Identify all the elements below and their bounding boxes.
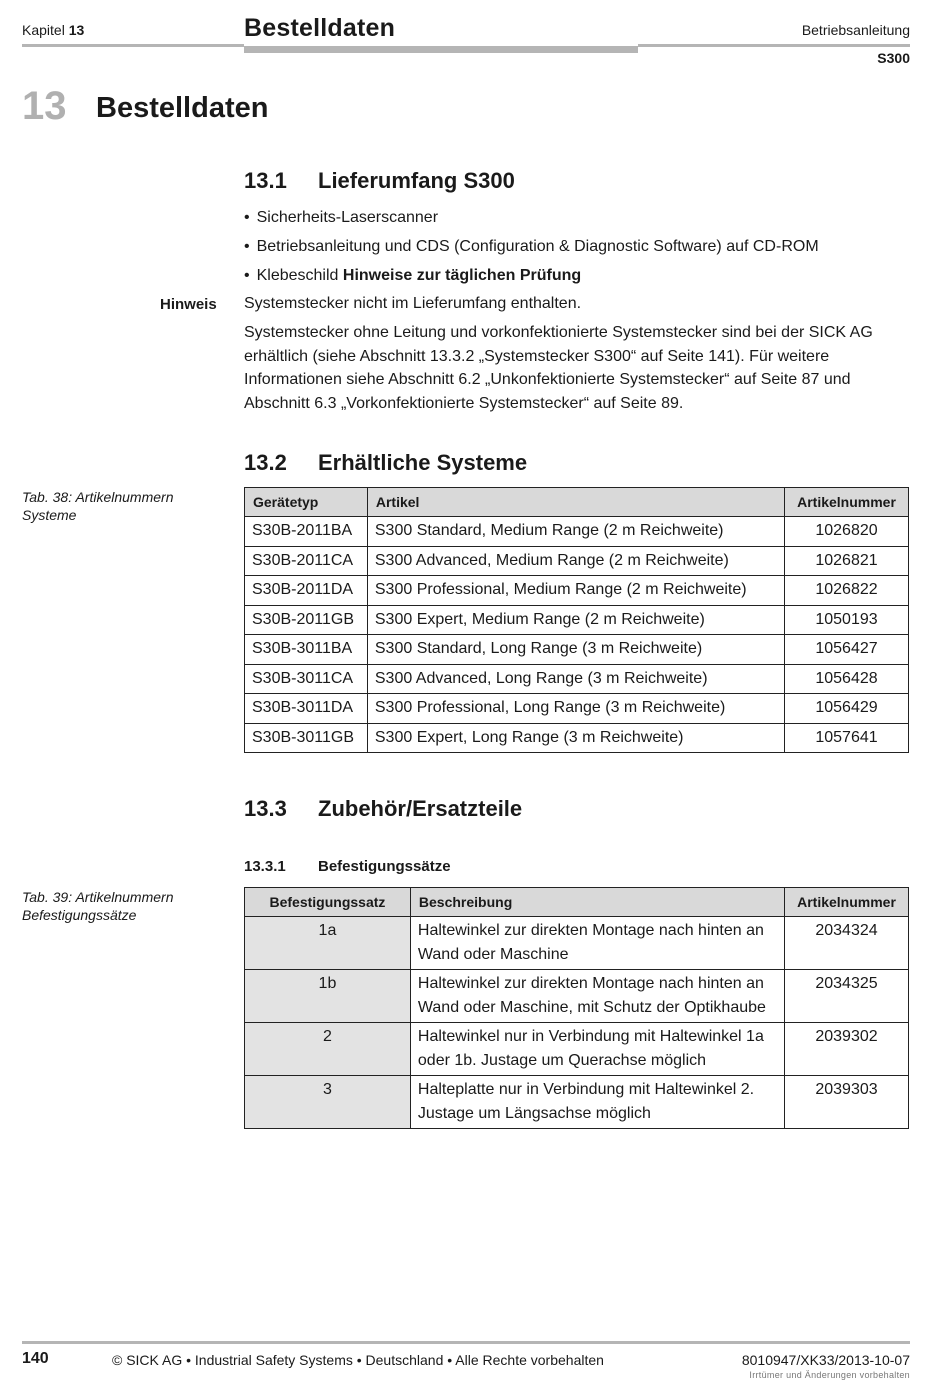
mounting-kits-table: [244, 887, 909, 1129]
article-cell: S300 Expert, Long Range (3 m Reichweite): [367, 723, 784, 753]
list-item: • Sicherheits-Laserscanner: [244, 207, 819, 236]
article-cell: S300 Advanced, Medium Range (2 m Reichweite): [367, 546, 784, 576]
note-label: Hinweis: [160, 296, 217, 313]
footer-doc-id: 8010947/XK33/2013-10-07: [741, 1352, 910, 1368]
kit-cell: 2: [245, 1023, 411, 1076]
table-row: [245, 1076, 909, 1129]
article-number-cell: 1050193: [785, 605, 909, 635]
footer-disclaimer: Irrtümer und Änderungen vorbehalten: [749, 1370, 910, 1380]
column-header: Artikelnummer: [785, 888, 909, 917]
description-cell: Haltewinkel zur direkten Montage nach hinten an Wand oder Maschine, mit Schutz der Optikhaube: [410, 970, 784, 1023]
article-number-cell: 1057641: [785, 723, 909, 753]
paragraph: Systemstecker ohne Leitung und vorkonfektionierte Systemstecker sind bei der SICK AG erhältlich (siehe Abschnitt 13.3.2 „Systemstecker S300“ auf Seite 141). Für weitere Informationen siehe Abschnitt 6.2 „Unkonfektionierte Systemstecker“ auf Seite 87 und Abschnitt 6.3 „Vorkonfektionierte Systemstecker“ auf Seite 89.: [244, 324, 873, 412]
device-type-cell: S30B-3011DA: [245, 694, 368, 724]
article-number-cell: 1056427: [785, 635, 909, 665]
device-type-cell: S30B-3011GB: [245, 723, 368, 753]
table-header-row: [245, 888, 909, 917]
footer-copyright: © SICK AG • Industrial Safety Systems • Deutschland • Alle Rechte vorbehalten: [112, 1352, 604, 1368]
chapter-title: Bestelldaten: [96, 92, 269, 124]
description-cell: Halteplatte nur in Verbindung mit Haltewinkel 2. Justage um Längsachse möglich: [410, 1076, 784, 1129]
section-title: Erhältliche Systeme: [318, 450, 528, 475]
article-cell: S300 Professional, Long Range (3 m Reichweite): [367, 694, 784, 724]
article-number-cell: 2034325: [785, 970, 909, 1023]
table-row: [245, 576, 909, 606]
table-row: [245, 723, 909, 753]
table-row: [245, 970, 909, 1023]
section-title: Zubehör/Ersatzteile: [318, 796, 523, 821]
article-number-cell: 2034324: [785, 917, 909, 970]
table-row: [245, 546, 909, 576]
column-header: Artikelnummer: [785, 488, 909, 517]
table-row: [245, 664, 909, 694]
device-type-cell: S30B-2011BA: [245, 517, 368, 547]
article-number-cell: 1026821: [785, 546, 909, 576]
device-type-cell: S30B-2011GB: [245, 605, 368, 635]
note-text: Systemstecker nicht im Lieferumfang enthalten.: [244, 295, 582, 312]
article-number-cell: 2039303: [785, 1076, 909, 1129]
header-chapter: [22, 22, 84, 38]
table-row: [245, 517, 909, 547]
subsection-number: 13.3.1: [244, 858, 286, 875]
table-row: [245, 917, 909, 970]
section-heading-13-3: [244, 796, 522, 822]
section-heading-13-2: [244, 450, 527, 476]
column-header: Befestigungssatz: [245, 888, 411, 917]
article-number-cell: 2039302: [785, 1023, 909, 1076]
section-title: Lieferumfang S300: [318, 168, 515, 193]
subsection-title: Befestigungssätze: [318, 858, 451, 875]
header-product: S300: [877, 50, 910, 66]
column-header: Artikel: [367, 488, 784, 517]
article-number-cell: 1056429: [785, 694, 909, 724]
table-caption: Tab. 38: Artikelnummern Systeme: [22, 489, 174, 523]
page-number: 140: [22, 1350, 49, 1367]
section-number: 13.2: [244, 450, 287, 475]
device-type-cell: S30B-2011CA: [245, 546, 368, 576]
list-item: • Betriebsanleitung und CDS (Configuration & Diagnostic Software) auf CD-ROM: [244, 236, 819, 265]
article-number-cell: 1026822: [785, 576, 909, 606]
table-row: [245, 605, 909, 635]
article-number-cell: 1026820: [785, 517, 909, 547]
header-rule-middle: [244, 46, 638, 53]
article-cell: S300 Professional, Medium Range (2 m Reichweite): [367, 576, 784, 606]
kit-cell: 1b: [245, 970, 411, 1023]
chapter-number: 13: [22, 84, 67, 128]
article-cell: S300 Standard, Long Range (3 m Reichweite): [367, 635, 784, 665]
article-cell: S300 Advanced, Long Range (3 m Reichweite): [367, 664, 784, 694]
systems-table: [244, 487, 909, 753]
kit-cell: 1a: [245, 917, 411, 970]
list-item: • Klebeschild Hinweise zur täglichen Prüfung: [244, 265, 819, 294]
table-caption: Tab. 39: Artikelnummern Befestigungssätze: [22, 889, 174, 923]
description-cell: Haltewinkel zur direkten Montage nach hinten an Wand oder Maschine: [410, 917, 784, 970]
table-row: [245, 635, 909, 665]
section-number: 13.3: [244, 796, 287, 821]
header-chapter-number: 13: [68, 22, 85, 38]
table-row: [245, 694, 909, 724]
device-type-cell: S30B-3011CA: [245, 664, 368, 694]
subsection-heading-13-3-1: [244, 858, 451, 875]
device-type-cell: S30B-3011BA: [245, 635, 368, 665]
column-header: Gerätetyp: [245, 488, 368, 517]
description-cell: Haltewinkel nur in Verbindung mit Haltewinkel 1a oder 1b. Justage um Querachse möglich: [410, 1023, 784, 1076]
section-number: 13.1: [244, 168, 287, 193]
article-cell: S300 Expert, Medium Range (2 m Reichweite): [367, 605, 784, 635]
delivery-list: [244, 207, 819, 294]
section-heading-13-1: [244, 168, 515, 194]
device-type-cell: S30B-2011DA: [245, 576, 368, 606]
article-cell: S300 Standard, Medium Range (2 m Reichweite): [367, 517, 784, 547]
header-rule-left: [22, 44, 244, 47]
header-chapter-label: Kapitel: [22, 22, 65, 38]
footer-rule: [22, 1341, 910, 1344]
kit-cell: 3: [245, 1076, 411, 1129]
column-header: Beschreibung: [410, 888, 784, 917]
article-number-cell: 1056428: [785, 664, 909, 694]
table-header-row: [245, 488, 909, 517]
table-row: [245, 1023, 909, 1076]
header-doc-type: Betriebsanleitung: [801, 22, 910, 38]
header-title: Bestelldaten: [244, 14, 396, 42]
header-rule-right: [638, 44, 910, 47]
